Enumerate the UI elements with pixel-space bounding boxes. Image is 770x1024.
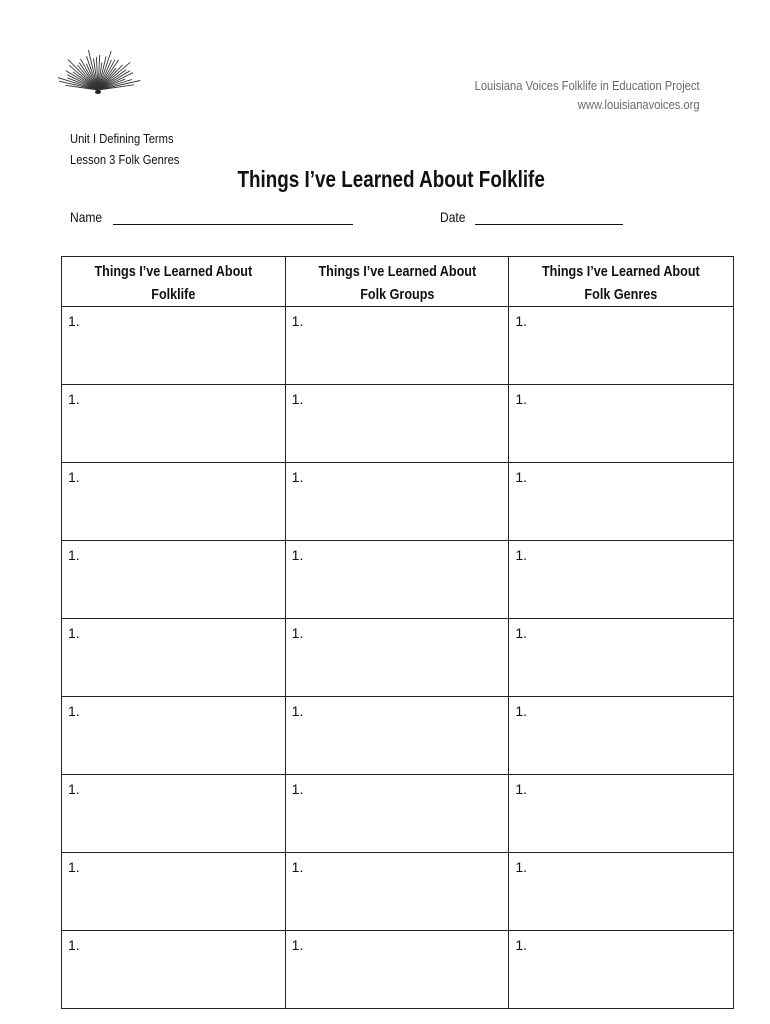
table-cell[interactable]: 1.: [285, 385, 509, 463]
table-cell[interactable]: 1.: [62, 775, 286, 853]
table-row: [62, 697, 734, 775]
column-header-folk-groups: Things I’ve Learned About Folk Groups: [285, 257, 509, 307]
name-label: Name: [70, 209, 103, 225]
column-header-folklife: Things I’ve Learned About Folklife: [62, 257, 286, 307]
date-field: [440, 208, 623, 225]
table-cell[interactable]: 1.: [62, 619, 286, 697]
table-cell[interactable]: 1.: [285, 619, 509, 697]
table-cell[interactable]: 1.: [285, 775, 509, 853]
table-cell[interactable]: 1.: [509, 541, 734, 619]
table-row: [62, 463, 734, 541]
date-line[interactable]: [475, 208, 623, 225]
table-cell[interactable]: 1.: [509, 931, 734, 1009]
table-cell[interactable]: 1.: [285, 931, 509, 1009]
name-line[interactable]: [113, 208, 353, 225]
table-cell[interactable]: 1.: [509, 463, 734, 541]
table-cell[interactable]: 1.: [62, 463, 286, 541]
table-row: [62, 541, 734, 619]
table-cell[interactable]: 1.: [62, 385, 286, 463]
palmetto-fan-logo-icon: [58, 26, 154, 106]
table-row: [62, 307, 734, 385]
project-header: [475, 76, 700, 114]
table-cell[interactable]: 1.: [285, 307, 509, 385]
table-cell[interactable]: 1.: [285, 463, 509, 541]
table-row: [62, 385, 734, 463]
table-row: [62, 931, 734, 1009]
date-label: Date: [440, 209, 466, 225]
table-row: [62, 619, 734, 697]
table-row: [62, 853, 734, 931]
table-cell[interactable]: 1.: [285, 697, 509, 775]
table-cell[interactable]: 1.: [509, 619, 734, 697]
table-cell[interactable]: 1.: [509, 697, 734, 775]
table-cell[interactable]: 1.: [285, 541, 509, 619]
table-row: [62, 775, 734, 853]
table-cell[interactable]: 1.: [509, 307, 734, 385]
table-cell[interactable]: 1.: [62, 853, 286, 931]
lesson-label: Lesson 3 Folk Genres: [70, 152, 180, 167]
table-header-row: [62, 257, 734, 307]
project-website: www.louisianavoices.org: [578, 97, 700, 112]
table-cell[interactable]: 1.: [285, 853, 509, 931]
table-cell[interactable]: 1.: [62, 931, 286, 1009]
table-cell[interactable]: 1.: [62, 307, 286, 385]
unit-info: [70, 128, 179, 170]
table-cell[interactable]: 1.: [509, 775, 734, 853]
name-field: [70, 208, 353, 225]
table-cell[interactable]: 1.: [509, 385, 734, 463]
worksheet-table: [61, 256, 734, 1009]
page-title: Things I’ve Learned About Folklife: [237, 166, 545, 192]
table-cell[interactable]: 1.: [62, 697, 286, 775]
project-name: Louisiana Voices Folklife in Education Project: [475, 78, 700, 93]
column-header-folk-genres: Things I’ve Learned About Folk Genres: [509, 257, 734, 307]
table-cell[interactable]: 1.: [62, 541, 286, 619]
table-cell[interactable]: 1.: [509, 853, 734, 931]
unit-label: Unit I Defining Terms: [70, 131, 174, 146]
